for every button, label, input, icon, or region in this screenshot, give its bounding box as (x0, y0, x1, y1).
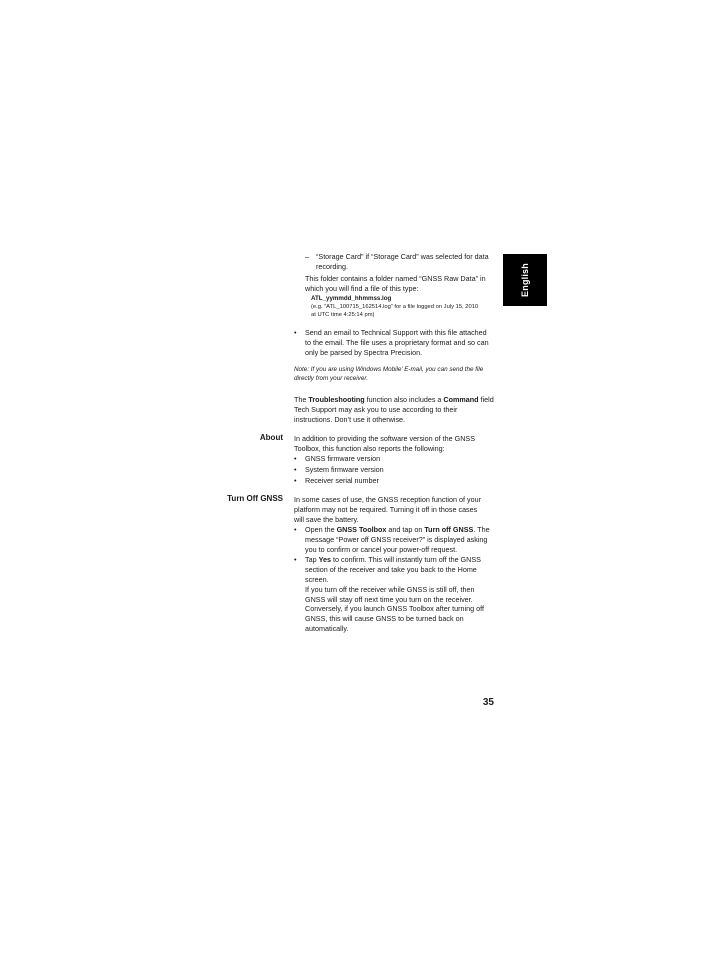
page-number: 35 (482, 697, 494, 708)
troubleshooting-term: Troubleshooting (308, 395, 365, 404)
bullet-marker: • (294, 328, 297, 337)
language-tab-label: English (520, 263, 530, 297)
email-bullet-text: Send an email to Technical Support with this file attached to the email. The file uses a proprietary format and so can only be parsed by Spectra Precision. (305, 328, 489, 357)
turn-off-gnss-term: Turn off GNSS (424, 525, 474, 534)
turn-off-bullet-1: Open the GNSS Toolbox and tap on Turn off GNSS. The message “Power off GNSS receiver?” is displayed asking you to confirm or cancel your power-off request. (305, 525, 490, 554)
file-example-line: at UTC time 4:25:14 pm) (311, 312, 375, 318)
about-item: Receiver serial number (305, 476, 379, 485)
bullet-marker: • (294, 465, 297, 474)
bullet-marker: • (294, 525, 297, 534)
about-heading: About (259, 433, 283, 442)
command-term: Command (443, 395, 479, 404)
dash-marker: – (305, 252, 309, 261)
file-example-line: (e.g. “ATL_100715_162514.log” for a file logged on July 15, 2010 (311, 304, 479, 310)
dash-item-text: “Storage Card” if “Storage Card” was selected for data recording. (316, 252, 489, 271)
yes-term: Yes (318, 555, 331, 564)
file-name: ATL_yymmdd_hhmmss.log (311, 295, 392, 302)
turn-off-gnss-heading: Turn Off GNSS (227, 494, 283, 503)
note-text: Note: If you are using Windows Mobile’ E-mail, you can send the file directly from your receiver. (294, 366, 484, 382)
about-item: GNSS firmware version (305, 454, 381, 463)
bullet-marker: • (294, 454, 297, 463)
language-tab (503, 254, 547, 306)
file-example (311, 295, 501, 319)
turn-off-note-1: If you turn off the receiver while GNSS is still off, then GNSS will stay off next time you turn on the receiver. (305, 585, 475, 604)
turn-off-bullet-2: Tap Yes to confirm. This will instantly turn off the GNSS section of the receiver and take you back to the Home screen. (305, 555, 481, 584)
bullet-marker: • (294, 555, 297, 564)
folder-paragraph: This folder contains a folder named “GNSS Raw Data” in which you will find a file of this type: (305, 274, 486, 293)
turn-off-note-2: Conversely, if you launch GNSS Toolbox after turning off GNSS, this will cause GNSS to be turned back on automatically. (305, 604, 484, 633)
about-paragraph: In addition to providing the software version of the GNSS Toolbox, this function also reports the following: (294, 434, 475, 453)
about-item: System firmware version (305, 465, 384, 474)
gnss-toolbox-term: GNSS Toolbox (336, 525, 387, 534)
turn-off-paragraph: In some cases of use, the GNSS reception function of your platform may not be required. Turning it off in those cases will save the battery. (294, 495, 481, 524)
bullet-marker: • (294, 476, 297, 485)
troubleshooting-paragraph: The Troubleshooting function also includes a Command field Tech Support may ask you to use according to their instructions. Don’t use it otherwise. (294, 395, 494, 424)
